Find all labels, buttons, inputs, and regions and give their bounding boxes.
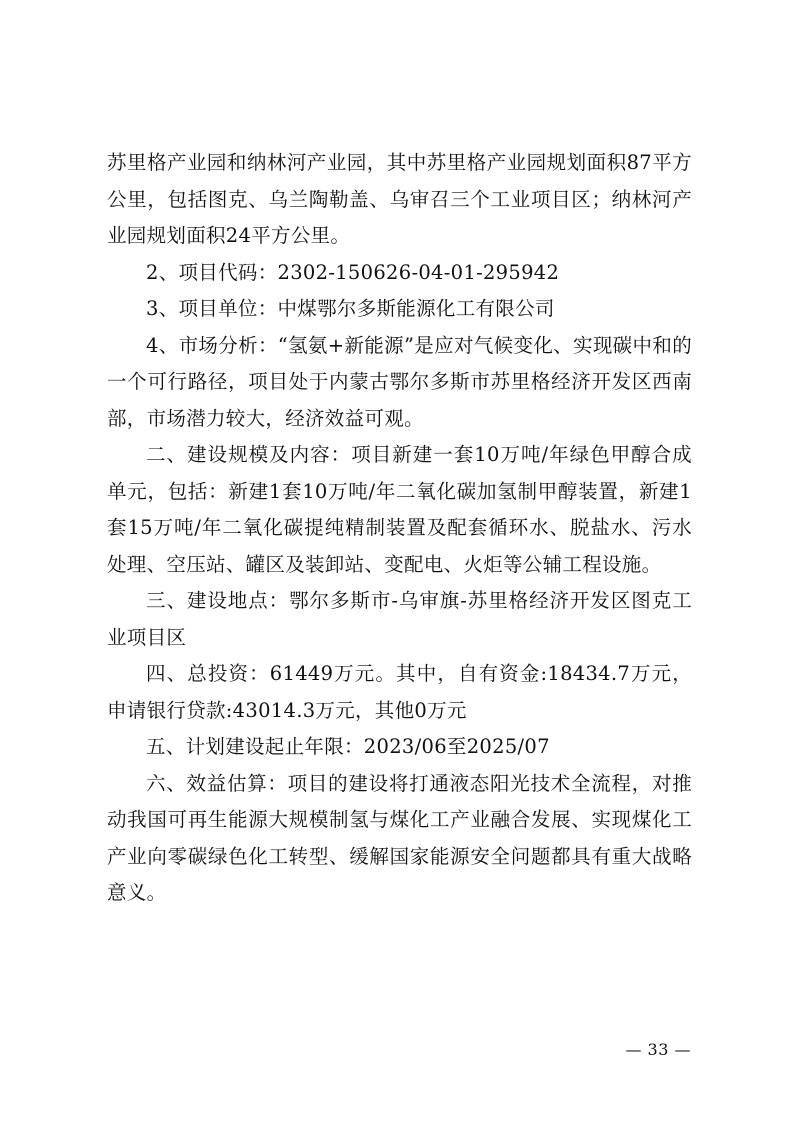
paragraph-total-investment: 四、总投资：61449万元。其中，自有资金:18434.7万元，申请银行贷款:43014.3万元，其他0万元 xyxy=(107,662,692,722)
page-number: — 33 — xyxy=(625,1040,691,1059)
paragraph-construction-scale: 二、建设规模及内容：项目新建一套10万吨/年绿色甲醇合成单元，包括：新建1套10万吨/年二氧化碳加氢制甲醇装置，新建1套15万吨/年二氧化碳提纯精制装置及配套循环水、脱盐水、污水处理、空压站、罐区及装卸站、变配电、火炬等公辅工程设施。 xyxy=(107,443,692,576)
paragraph-market-analysis: 4、市场分析：“氢氨+新能源”是应对气候变化、实现碳中和的一个可行路径，项目处于内蒙古鄂尔多斯市苏里格经济开发区西南部，市场潜力较大，经济效益可观。 xyxy=(107,333,692,430)
paragraph-benefit-estimate: 六、效益估算：项目的建设将打通液态阳光技术全流程，对推动我国可再生能源大规模制氢与煤化工产业融合发展、实现煤化工产业向零碳绿色化工转型、缓解国家能源安全问题都具有重大战略意义。 xyxy=(107,771,692,904)
document-body xyxy=(107,145,692,912)
paragraph-construction-location: 三、建设地点：鄂尔多斯市-乌审旗-苏里格经济开发区图克工业项目区 xyxy=(107,589,692,649)
paragraph-project-unit: 3、项目单位：中煤鄂尔多斯能源化工有限公司 xyxy=(146,297,555,320)
paragraph-construction-period: 五、计划建设起止年限：2023/06至2025/07 xyxy=(146,735,550,758)
paragraph-project-code: 2、项目代码：2302-150626-04-01-295942 xyxy=(146,260,560,284)
paragraph-industrial-parks: 苏里格产业园和纳林河产业园，其中苏里格产业园规划面积87平方公里，包括图克、乌兰陶勒盖、乌审召三个工业项目区；纳林河产业园规划面积24平方公里。 xyxy=(107,151,692,247)
